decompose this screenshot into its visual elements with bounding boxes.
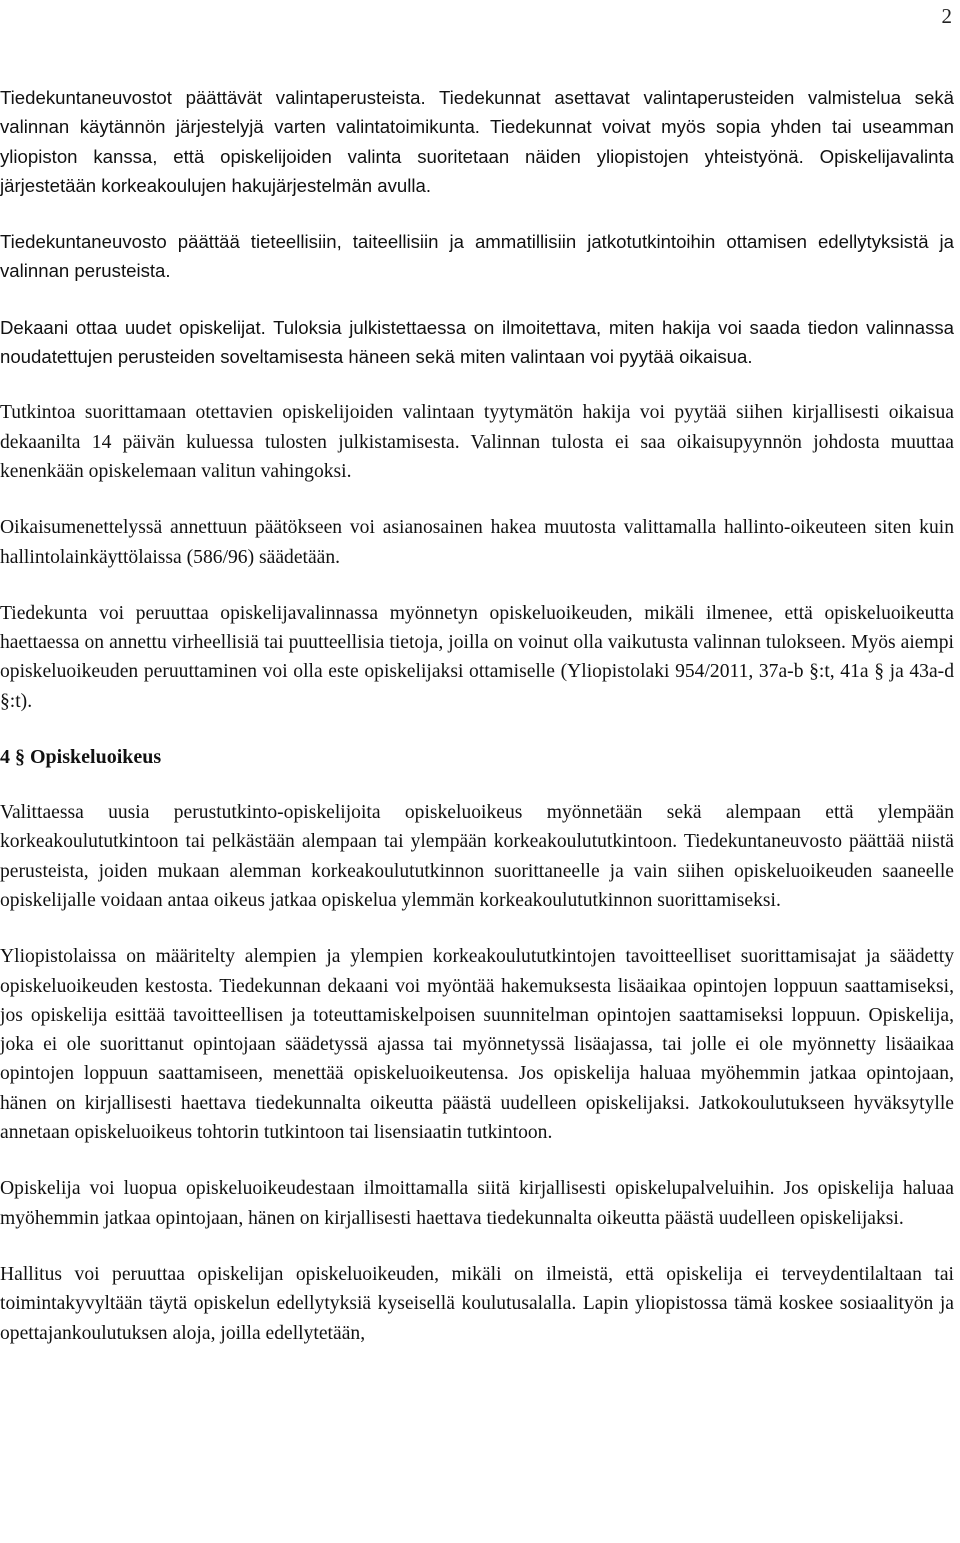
paragraph-luopuminen: Opiskelija voi luopua opiskeluoikeudestaan ilmoittamalla siitä kirjallisesti opiskelupalveluihin. Jos opiskelija haluaa myöhemmin jatkaa opintojaan, hänen on kirjallisesti haettava tiedekunnalta oikeutta päästä uudelleen opiskelijaksi. [0,1178,954,1229]
paragraph-suorittamisajat: Yliopistolaissa on määritelty alempien ja ylempien korkeakoulututkintojen tavoitteelliset suorittamisajat ja säädetty opiskeluoikeuden kestosta. Tiedekunnan dekaani voi myöntää hakemuksesta lisäaikaa opintojen loppuun saattamiseksi, jos opiskelija esittää tavoitteellisen ja toteuttamiskelpoisen suunnitelman opintojen saattamiseksi loppuun. Opiskelija, joka ei ole suorittanut opintojaan säädetyssä ajassa tai myönnetyssä lisäajassa, tai jolle ei ole myönnetty lisäaikaa opintojen loppuun saattamiseen, menettää opiskeluoikeutensa. Jos opiskelija haluaa myöhemmin jatkaa opintojaan, hänen on kirjallisesti haettava tiedekunnalta oikeutta päästä uudelleen opiskelijaksi. Jatkokoulutukseen hyväksytylle annetaan opiskeluoikeus tohtorin tutkintoon tai lisensiaatin tutkintoon. [0,946,954,1144]
paragraph-peruuttaminen: Tiedekunta voi peruuttaa opiskelijavalinnassa myönnetyn opiskeluoikeuden, mikäli ilmenee, että opiskeluoikeutta haettaessa on annettu virheellisiä tai puutteellisia tietoja, joilla on voinut olla vaikutusta valinnan tulokseen. Myös aiempi opiskeluoikeuden peruuttaminen voi olla este opiskelijaksi ottamiselle (Yliopistolaki 954/2011, 37a-b §:t, 41a § ja 43a-d §:t). [0,602,954,712]
section-heading: 4 § Opiskeluoikeus [0,746,162,769]
document-body [0,83,954,1375]
paragraph-valintaperusteet: Tiedekuntaneuvostot päättävät valintaperusteista. Tiedekunnat asettavat valintaperusteiden valmistelua sekä valinnan käytännön järjestelyjä varten valintatoimikunta. Tiedekunnat voivat myös sopia yhden tai useamman yliopiston kanssa, että opiskelijoiden valinta suoritetaan näiden yliopistojen yhteistyönä. Opiskelijavalinta järjestetään korkeakoulujen hakujärjestelmän avulla. [0,87,954,196]
page-number: 2 [941,4,952,28]
paragraph-jatkotutkinnot: Tiedekuntaneuvosto päättää tieteellisiin, taiteellisiin ja ammatillisiin jatkotutkintoihin ottamisen edellytyksistä ja valinnan perusteista. [0,231,954,282]
paragraph-oikaisu: Tutkintoa suorittamaan otettavien opiskelijoiden valintaan tyytymätön hakija voi pyytää siihen kirjallisesti oikaisua dekaanilta 14 päivän kuluessa tulosten julkistamisesta. Valinnan tulosta ei saa oikaisupyynnön johdosta muuttaa kenenkään opiskelemaan valitun vahingoksi. [0,402,954,482]
paragraph-opiskeluoikeus: Valittaessa uusia perustutkinto-opiskelijoita opiskeluoikeus myönnetään sekä alempaan että ylempään korkeakoulututkintoon tai pelkästään alempaan tai ylempään korkeakoulututkintoon. Tiedekuntaneuvosto päättää niistä perusteista, joiden mukaan alemman korkeakoulututkinnon suorittaneelle ja vain siihen opiskeluoikeuden saaneelle opiskelijalle voidaan antaa oikeus jatkaa opiskelua ylemmän korkeakoulututkinnon suorittamiseksi. [0,802,954,911]
paragraph-hallitus: Hallitus voi peruuttaa opiskelijan opiskeluoikeuden, mikäli on ilmeistä, että opiskelija ei terveydentilaltaan tai toimintakyvyltään täytä opiskelun edellytyksiä kyseisellä koulutusalalla. Lapin yliopistossa tämä koskee sosiaalityön ja opettajankoulutuksen aloja, joilla edellytetään, [0,1263,954,1344]
paragraph-muutoksenhaku: Oikaisumenettelyssä annettuun päätökseen voi asianosainen hakea muutosta valittamalla hallinto-oikeuteen siten kuin hallintolainkäyttölaissa (586/96) säädetään. [0,517,954,568]
paragraph-dekaani: Dekaani ottaa uudet opiskelijat. Tuloksia julkistettaessa on ilmoitettava, miten hakija voi saada tiedon valinnassa noudatettujen perusteiden soveltamisesta häneen sekä miten valintaan voi pyytää oikaisua. [0,316,954,368]
